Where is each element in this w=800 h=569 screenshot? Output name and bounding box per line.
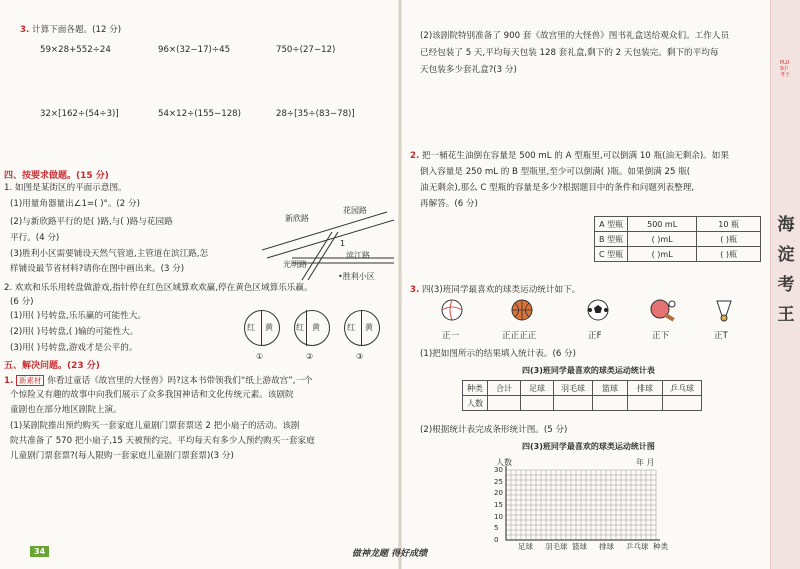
table-cell[interactable] bbox=[593, 396, 628, 411]
rq3-sub2: (2)根据统计表完成条形统计图。(5 分) bbox=[420, 425, 568, 435]
sec4-q1-lead: 1. 如图是某街区的平面示意图。 bbox=[4, 183, 127, 193]
sec5-q1-line5: 院共准备了 570 把小扇子,15 天被预约完。平均每天有多少人预约购买一套家庭 bbox=[10, 436, 315, 446]
table-row bbox=[595, 232, 761, 247]
spinner-2-divider bbox=[306, 310, 307, 346]
sec5-q1-line6: 儿童剧门票套票?(每人限购一套家庭儿童剧门票套票)(3 分) bbox=[10, 451, 234, 461]
table-cell: ( )mL bbox=[628, 247, 697, 262]
spinner-1-label: ① bbox=[256, 352, 264, 361]
expr-1: 59×28+552÷24 bbox=[40, 45, 111, 55]
sec4-q1-a: (1)用量角器量出∠1=( )°。(2 分) bbox=[10, 199, 140, 209]
y-tick-label: 25 bbox=[494, 477, 503, 486]
angle-1-label: 1 bbox=[340, 239, 346, 248]
table-cell: B 型瓶 bbox=[595, 232, 628, 247]
tally-pingpong: 正下 bbox=[652, 331, 670, 341]
side-brand: 海淀考王 bbox=[777, 215, 795, 325]
ping-pong-icon bbox=[648, 298, 678, 322]
table-header: 乒乓球 bbox=[663, 381, 702, 396]
rq3-sub1: (1)把如图所示的结果填入统计表。(6 分) bbox=[420, 349, 576, 359]
table-row bbox=[463, 381, 702, 396]
rq2-line3: 油无剩余),那么 C 型瓶的容量是多少?根据题目中的条件和问题列表整理, bbox=[420, 183, 695, 193]
x-category-label: 足球 bbox=[518, 542, 533, 551]
label-binjiang-road: 滨江路 bbox=[346, 251, 370, 260]
y-tick-label: 5 bbox=[494, 524, 499, 533]
q3-number: 3. bbox=[20, 25, 30, 35]
guangming-road-line-2 bbox=[308, 232, 338, 280]
rq3-title: 四(3)班同学最喜欢的球类运动统计如下。 bbox=[421, 285, 581, 295]
chart-axes bbox=[506, 466, 660, 540]
q1b-line3: 天包装多少套礼盒?(3 分) bbox=[420, 65, 517, 75]
y-tick-label: 20 bbox=[494, 489, 503, 498]
community-label: •胜利小区 bbox=[338, 272, 375, 281]
expr-3: 750÷(27−12) bbox=[276, 45, 336, 55]
tally-volleyball: 正一 bbox=[442, 331, 460, 341]
rq3-number: 3. bbox=[410, 285, 420, 295]
q1b-line1: (2)该剧院特别准备了 900 套《故宫里的大怪兽》图书礼盒送给观众们。工作人员 bbox=[420, 31, 730, 41]
rq2-line2: 倒入容量是 250 mL 的 B 型瓶里,至少可以倒满( )瓶。如果倒满 25 瓶( bbox=[420, 167, 691, 177]
section-4-title: 四、按要求做题。(15 分) bbox=[4, 171, 109, 181]
table-row bbox=[463, 396, 702, 411]
shuttlecock-icon bbox=[714, 298, 734, 322]
q3-title: 计算下面各题。(12 分) bbox=[31, 25, 122, 35]
sec5-q1-line3: 童剧也在部分地区剧院上演。 bbox=[10, 405, 122, 415]
sec4-q2-b: (2)用( )号转盘,( )输的可能性大。 bbox=[10, 327, 139, 337]
table-cell[interactable] bbox=[663, 396, 702, 411]
huayuan-road-line bbox=[267, 220, 394, 258]
table-cell[interactable] bbox=[521, 396, 554, 411]
stat-table bbox=[462, 380, 702, 411]
label-xinxin-road: 新欣路 bbox=[285, 214, 309, 223]
sec5-q1-line1 bbox=[4, 374, 313, 388]
soccer-ball-icon bbox=[586, 298, 610, 322]
y-tick-label: 0 bbox=[494, 536, 499, 544]
bar-chart-grid bbox=[486, 464, 662, 548]
guangming-road-line bbox=[302, 232, 332, 280]
spinners-group bbox=[244, 310, 394, 370]
page-number: 34 bbox=[30, 546, 49, 557]
sec4-q2-a: (1)用( )号转盘,乐乐赢的可能性大。 bbox=[10, 311, 147, 321]
expr-6: 28÷[35÷(83−78)] bbox=[276, 109, 355, 119]
rq3-heading bbox=[410, 284, 580, 297]
rq2-text1: 把一桶花生油倒在容量是 500 mL 的 A 型瓶里,可以倒满 10 瓶(油无剩余)。如果 bbox=[421, 151, 729, 161]
sec4-q1-c2: 样铺设最节省材料?请你在图中画出来。(3 分) bbox=[10, 264, 185, 274]
sec4-q2-c: (3)用( )号转盘,游戏才是公平的。 bbox=[10, 343, 138, 353]
tally-basketball: 正正正正 bbox=[502, 331, 537, 341]
table-cell: 500 mL bbox=[628, 217, 697, 232]
spinner-3-label: ③ bbox=[356, 352, 364, 361]
spinner-1-divider bbox=[261, 310, 262, 346]
chart-date: 年 月 bbox=[636, 458, 655, 467]
sec5-q1-number: 1. bbox=[4, 376, 14, 386]
spinner-2-red: 红 bbox=[296, 323, 304, 332]
y-tick-label: 10 bbox=[494, 512, 503, 521]
tally-soccer: 正F bbox=[588, 331, 602, 341]
street-map-diagram bbox=[262, 200, 400, 288]
table-row bbox=[595, 247, 761, 262]
sec4-q1-c: (3)胜利小区需要铺设天然气管道,主管道在滨江路,怎 bbox=[10, 249, 209, 259]
footer-slogan: 做神龙题 得好成绩 bbox=[352, 549, 428, 559]
spinner-3-yellow: 黄 bbox=[365, 323, 373, 332]
label-huayuan-road: 花园路 bbox=[343, 206, 367, 215]
q3-heading bbox=[20, 24, 121, 37]
spinner-1-yellow: 黄 bbox=[265, 323, 273, 332]
side-small-text: PLUS中考王 bbox=[780, 60, 791, 78]
bottle-table bbox=[594, 216, 761, 262]
stat-table-title: 四(3)班同学最喜欢的球类运动统计表 bbox=[522, 366, 655, 375]
table-cell: C 型瓶 bbox=[595, 247, 628, 262]
tally-shuttlecock: 正T bbox=[714, 331, 728, 341]
table-cell: ( )mL bbox=[628, 232, 697, 247]
basketball-icon bbox=[510, 298, 534, 322]
x-category-label: 排球 bbox=[599, 542, 614, 551]
table-cell: ( )瓶 bbox=[697, 247, 761, 262]
y-tick-label: 15 bbox=[494, 501, 503, 509]
table-cell: A 型瓶 bbox=[595, 217, 628, 232]
spinner-3-divider bbox=[361, 310, 362, 346]
sec4-q1-b: (2)与新欣路平行的是( )路,与( )路与花园路 bbox=[10, 217, 173, 227]
y-tick-label: 30 bbox=[494, 466, 503, 474]
table-header: 羽毛球 bbox=[554, 381, 593, 396]
sec4-q2-lead2: (6 分) bbox=[10, 297, 34, 307]
x-category-label: 种类 bbox=[653, 542, 668, 551]
sec5-q1-line4: (1)某剧院推出预约购买一套家庭儿童剧门票套票送 2 把小扇子的活动。该剧 bbox=[10, 421, 300, 431]
table-header: 篮球 bbox=[593, 381, 628, 396]
table-cell[interactable] bbox=[554, 396, 593, 411]
spinner-3-red: 红 bbox=[347, 323, 355, 332]
spinner-2-label: ② bbox=[306, 352, 314, 361]
x-category-label: 羽毛球 bbox=[545, 542, 568, 551]
expr-4: 32×[162÷(54÷3)] bbox=[40, 109, 119, 119]
table-header: 种类 bbox=[463, 381, 488, 396]
table-header: 合计 bbox=[488, 381, 521, 396]
sec4-q1-b2: 平行。(4 分) bbox=[10, 233, 60, 243]
volleyball-icon bbox=[440, 298, 464, 322]
section-5-title: 五、解决问题。(23 分) bbox=[4, 361, 100, 371]
table-cell: ( )瓶 bbox=[697, 232, 761, 247]
table-cell: 10 瓶 bbox=[697, 217, 761, 232]
chart-title: 四(3)班同学最喜欢的球类运动统计图 bbox=[522, 442, 655, 451]
sec5-q1-line2: 个惊险又有趣的故事中向我们展示了众多我国神话和文化传统元素。该剧院 bbox=[10, 390, 294, 400]
table-header: 排球 bbox=[628, 381, 663, 396]
x-category-label: 篮球 bbox=[572, 542, 587, 551]
q1b-line2: 已经包装了 5 天,平均每天包装 128 套礼盒,剩下的 2 天包装完。剩下的平均每 bbox=[420, 48, 719, 58]
expr-2: 96×(32−17)÷45 bbox=[158, 45, 231, 55]
spinner-1-red: 红 bbox=[247, 323, 255, 332]
table-cell[interactable] bbox=[628, 396, 663, 411]
label-guangming-road: 光明路 bbox=[283, 260, 307, 269]
table-cell: 人数 bbox=[463, 396, 488, 411]
table-row bbox=[595, 217, 761, 232]
rq2-line4: 再解答。(6 分) bbox=[420, 199, 478, 209]
rq2-line1 bbox=[410, 150, 729, 163]
table-header: 足球 bbox=[521, 381, 554, 396]
sec4-q2-lead: 2. 欢欢和乐乐用转盘做游戏,指针停在红色区域算欢欢赢,停在黄色区域算乐乐赢。 bbox=[4, 283, 313, 293]
expr-5: 54×12÷(155−128) bbox=[158, 109, 241, 119]
new-material-badge: 新素材 bbox=[16, 375, 45, 386]
rq2-number: 2. bbox=[410, 151, 420, 161]
sec5-q1-text1: 你看过童话《故宫里的大怪兽》吗?这本书带领我们“纸上游故宫”,一个 bbox=[47, 376, 313, 386]
chart-ylabel: 人数 bbox=[496, 458, 512, 467]
spinner-2-yellow: 黄 bbox=[312, 323, 320, 332]
x-category-label: 乒乓球 bbox=[626, 542, 649, 551]
grid-lines bbox=[506, 466, 660, 540]
table-cell[interactable] bbox=[488, 396, 521, 411]
